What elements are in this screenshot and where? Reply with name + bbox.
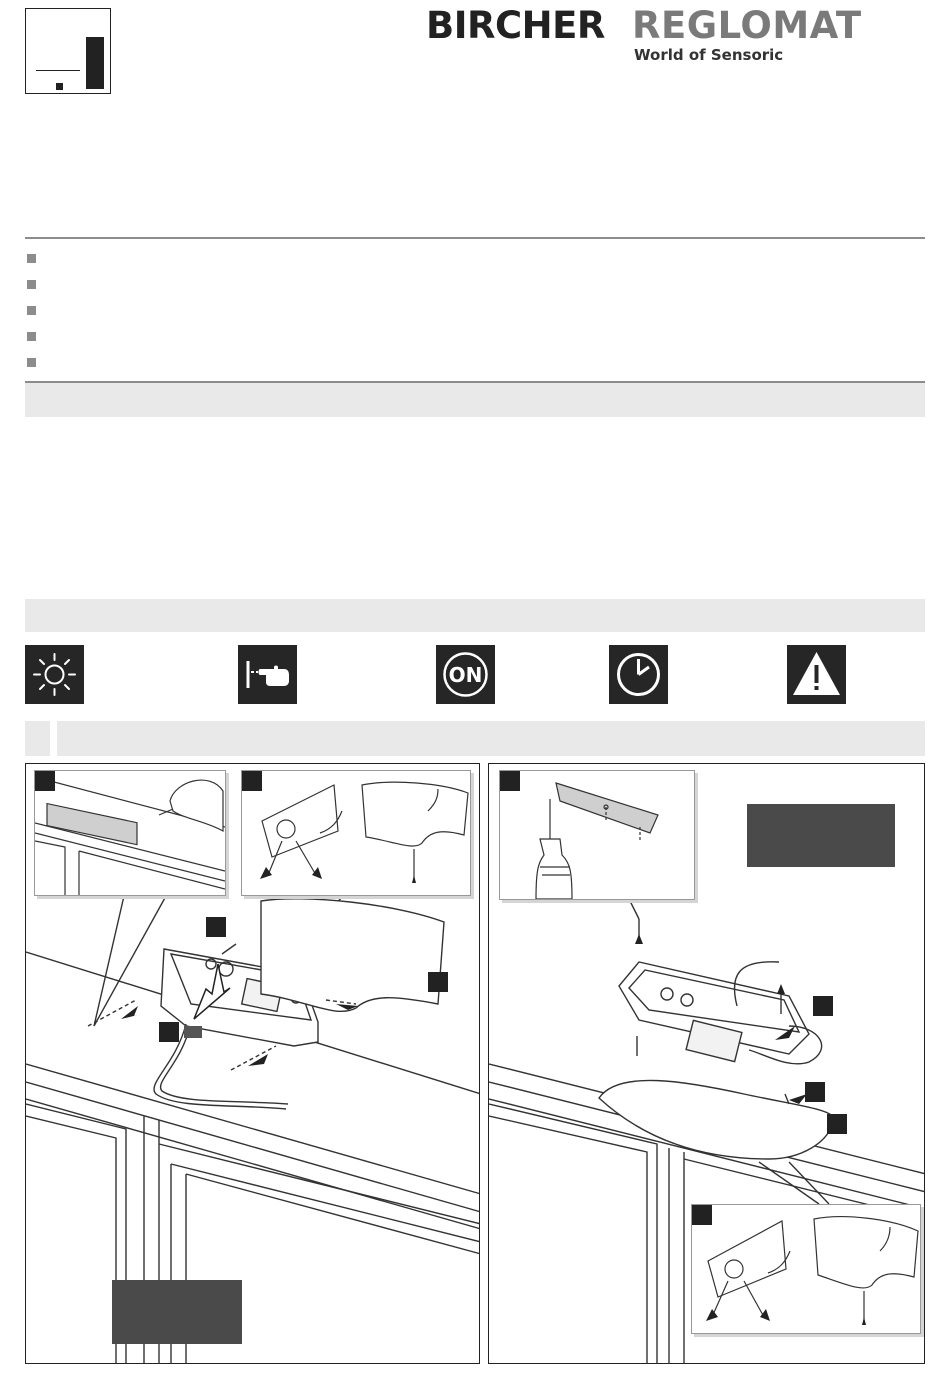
list-item (27, 276, 927, 302)
step-tag-1-right (813, 996, 833, 1016)
section-number-box (25, 721, 50, 756)
sun-icon (25, 645, 84, 704)
warning-triangle-icon (787, 645, 846, 704)
list-item (27, 302, 927, 328)
brand-name-part1: BIRCHER (426, 4, 605, 47)
step-tag-b-right (692, 1205, 712, 1225)
svg-text:ON: ON (448, 663, 483, 687)
logo-line (36, 70, 80, 71)
step-tag-a (35, 771, 55, 791)
logo-bar (86, 37, 104, 89)
step-tag-b (242, 771, 262, 791)
product-logo (25, 8, 111, 94)
step-tag-3 (428, 972, 448, 992)
section-header-3 (57, 721, 925, 756)
section-header-1 (25, 383, 925, 417)
list-item (27, 354, 927, 380)
list-item (27, 250, 927, 276)
step-tag-a-right (500, 771, 520, 791)
step-tag-1 (206, 917, 226, 937)
step-tag-2 (159, 1022, 179, 1042)
dark-label-box-right (747, 804, 895, 867)
logo-dot (56, 83, 63, 90)
clock-icon (609, 645, 668, 704)
list-item (27, 328, 927, 354)
callout-cover-removal-right (691, 1204, 921, 1334)
brand-name-part2: REGLOMAT (632, 4, 862, 47)
on-button-icon (436, 645, 495, 704)
step-tag-2-right (805, 1082, 825, 1102)
hand-pointing-button-icon (238, 645, 297, 704)
feature-list (27, 250, 927, 380)
section-header-2 (25, 599, 925, 632)
callout-drilling-template (34, 770, 226, 896)
brand-logo (426, 4, 876, 74)
brand-tagline: World of Sensoric (634, 46, 784, 64)
callout-drilling (499, 770, 695, 900)
installation-diagram-right (488, 763, 925, 1364)
step-tag-3-right (827, 1114, 847, 1134)
dark-label-box (112, 1280, 242, 1344)
top-rule (25, 237, 925, 239)
callout-cover-removal (241, 770, 471, 896)
installation-diagram-left (25, 763, 480, 1364)
